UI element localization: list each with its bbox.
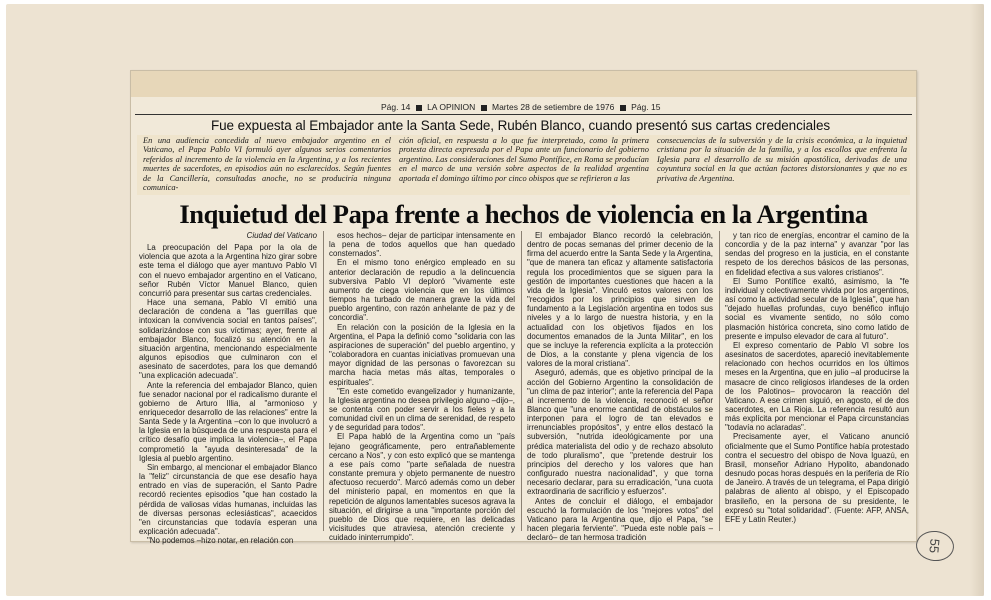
column-divider xyxy=(719,231,720,531)
article-headline: Inquietud del Papa frente a hechos de violencia en la Argentina xyxy=(179,199,868,229)
article-column-1 xyxy=(139,231,317,546)
article-column-3 xyxy=(527,231,713,543)
article-subtitle: Fue expuesta al Embajador ante la Santa Sede, Rubén Blanco, cuando presentó sus cartas credenciales xyxy=(211,118,830,133)
square-bullet-icon xyxy=(620,105,626,111)
paragraph: Ante la referencia del embajador Blanco, quien fue senador nacional por el radicalismo durante el gobierno de Arturo Illia, al "armonioso y enriquecedor desarrollo de las relaciones" entre la Santa Sede y la Argentina –con lo que involucró a la Iglesia en la búsqueda de una respuesta para el crítico desafío que implica la violencia–, el Papa comprometió la "ayuda desinteresada" de la Iglesia al pueblo argentino. xyxy=(139,380,317,463)
article-column-2 xyxy=(329,231,515,543)
sheet-edge-shadow xyxy=(970,4,984,596)
lead-paragraph-3: consecuencias de la subversión y de la crisis económica, a la inquietud cristiana por la situación de la familia, y a los escollos que enfrenta la Iglesia para el desarrollo de su misión apostólica, derivadas de una coyuntura social en la que actúan factores distorsionantes y que no es privativa de Argentina. xyxy=(657,136,907,183)
newspaper-name: LA OPINION xyxy=(427,102,476,112)
newspaper-clipping xyxy=(130,70,917,546)
paragraph: El expreso comentario de Pablo VI sobre los asesinatos de sacerdotes, apareció inevitablemente relacionado con hechos ocurridos en los últimos meses en la Argentina, que en julio –al producirse la masacre de cinco religiosos irlandeses de la orden de los Palotinos– provocaron la reacción del Vaticano. A ese crimen siguió, en agosto, el de dos sacerdotes, en La Rioja. La referencia resultó aun más explícita por mencionar el Papa circunstancias "todavía no aclaradas". xyxy=(725,340,909,433)
paragraph: La preocupación del Papa por la ola de violencia que azota a la Argentina hizo girar sobre este tema el diálogo que ayer mantuvo Pablo VI con el nuevo embajador argentino en el Vaticano, señor Rubén Víctor Manuel Blanco, quien concurrió para presentar sus cartas credenciales. xyxy=(139,243,317,298)
lead-paragraph-1: En una audiencia concedida al nuevo embajador argentino en el Vaticano, el Papa Pablo VI formuló ayer algunos serios comentarios referidos al incremento de la violencia en la Argentina, y a los recientes muertes de sacerdotes, en episodios aún no esclarecidos. Según fuentes de la Cancillería, consultadas anoche, no se produciría ninguna comunica- xyxy=(143,136,391,193)
paragraph: El Papa habló de la Argentina como un "país lejano geográficamente, pero entrañablemente cercano a Nos", y con esto explicó que se mantenga a ese país como "parte señalada de nuestra constante premura y objeto permanente de nuestro afectuoso recuerdo". Marcó además como un deber del ministerio papal, en momentos en que la repetición de algunos lamentables sucesos agrava la situación, el dirigirse a una "importante porción del pueblo de Dios que requiere, en las delicadas vicisitudes que atraviesa, atención creciente y cuidado ininterrumpido". xyxy=(329,432,515,543)
newspaper-page-header xyxy=(381,102,660,112)
paragraph: Precisamente ayer, el Vaticano anunció oficialmente que el Sumo Pontífice había protestado contra el secuestro del obispo de Nova Iguazú, en Brasil, monseñor Adriano Hypolito, abandonado desnudo pocas horas después en la periferia de Río de Janeiro. A través de un telegrama, el Papa dirigió palabras de aliento al obispo, y el Episcopado brasileño, en la persona de su presidente, le expresó su "total solidaridad". (Fuente: AFP, ANSA, EFE y Latin Reuter.) xyxy=(725,432,909,524)
square-bullet-icon xyxy=(481,105,487,111)
paragraph: esos hechos– dejar de participar intensamente en la pena de todos aquellos que han quedado consternados". xyxy=(329,231,515,259)
header-rule xyxy=(135,114,912,115)
clipping-header-strip xyxy=(131,71,916,97)
paragraph: Sin embargo, al mencionar el embajador Blanco la "feliz" circunstancia de que ese desafío haya entrado en vías de superación, el Santo Padre recordó recientes episodios "que han costado la pérdida de valiosas vidas humanas, incluidas las de diversas personas eclesiásticas", acaecidos "en circunstancias que todavía esperan una explicación adecuada". xyxy=(139,462,317,536)
square-bullet-icon xyxy=(416,105,422,111)
issue-date: Martes 28 de setiembre de 1976 xyxy=(492,102,615,112)
paragraph: En el mismo tono enérgico empleado en su anterior declaración de repudio a la delincuencia subversiva Pablo VI deploró "vivamente este aumento de ciega violencia que en los últimos tiempos ha turbado de manera grave la vida del pueblo argentino, con razón anhelante de paz y de concordia". xyxy=(329,258,515,323)
paragraph: "En este cometido evangelizador y humanizante, la Iglesia argentina no desea privilegio alguno –dijo–, se contenta con poder servir a los fieles y a la comunidad civil en un clima de serenidad, de respeto y de seguridad para todos". xyxy=(329,386,515,433)
paragraph: El embajador Blanco recordó la celebración, dentro de pocas semanas del primer decenio de la firma del acuerdo entre la Santa Sede y la Argentina, "que de manera tan eficaz y altamente satisfactoria regula los procedimientos que se siguen para la gestión de importantes cuestiones que hacen a la vida de la Iglesia". Vinculó estos valores con los "recogidos por los principios que sirven de fundamento a la Legislación argentina en todos sus niveles y a lo largo de nuestra historia, y en la actualidad con los objetivos fijados en los documentos emanados de la Junta Militar", en los que se incluye la referencia explícita a la protección de Dios, a la constante y plena vigencia de los valores de la moral cristiana". xyxy=(527,231,713,369)
handwritten-page-number: 55 xyxy=(915,529,955,562)
dateline: Ciudad del Vaticano xyxy=(246,231,317,240)
paragraph: En relación con la posición de la Iglesia en la Argentina, el Papa la definió como "solidaria con las aspiraciones de superación" del pueblo argentino, y "colaboradora en cuantas iniciativas promuevan una mayor dignidad de las personas o favorezcan su marcha hacia metas más altas, temporales o espirituales". xyxy=(329,322,515,387)
paragraph: y tan rico de energías, encontrar el camino de la concordia y de la paz interna" y avanzar "por las sendas del progreso en la justicia, en el constante respeto de los derechos básicos de las personas, en fidelidad efectiva a sus valores cristianos". xyxy=(725,231,909,277)
lead-paragraph-2: ción oficial, en respuesta a lo que fue interpretado, como la primera protesta directa expresada por el Papa ante un funcionario del gobierno argentino. Las consideraciones del Sumo Pontífice, en Roma se producían en el marco de una versión sobre aspectos de la realidad argentina aportada el domingo último por cinco obispos que se refirieron a las xyxy=(399,136,649,183)
column-divider xyxy=(323,231,324,531)
article-column-4 xyxy=(725,231,909,533)
page-left: Pág. 14 xyxy=(381,102,411,112)
page-right: Pág. 15 xyxy=(631,102,661,112)
paragraph: "No podemos –hizo notar, en relación con xyxy=(147,536,294,546)
paragraph: Antes de concluir el diálogo, el embajador escuchó la formulación de los "mejores votos" del Vaticano para la Argentina que, dijo el Papa, "se hacen plegaria ferviente". "Pueda este noble país –declaró– de tan hermosa tradición xyxy=(527,496,713,543)
paragraph: Aseguró, además, que es objetivo principal de la acción del Gobierno Argentino la consolidación de "un clima de paz interior"; ante la referencia del Papa al incremento de la violencia, reconoció el señor Blanco que "una enorme cantidad de obstáculos se interponen para el logro de tan elevados e irrenunciables propósitos", y entre ellos destacó la subversión, "nutrida ideológicamente por una prédica materialista del odio y de rechazo absoluto de todo pluralismo", que "pretende destruir los principios del derecho y los valores que han configurado nuestra nacionalidad", y que torna necesario declarar, para su erradicación, "una cuota extraordinaria de sacrificio y esfuerzos". xyxy=(527,368,713,497)
paragraph: El Sumo Pontífice exaltó, asimismo, la "fe individual y colectivamente vivida por los argentinos, así como la actividad secular de la Iglesia", que han "dejado huellas profundas, cuyo benéfico influjo social es vivamente sentido, no sólo como plasmación histórica concreta, sino como latido de presente e impulso elevador de cara al futuro". xyxy=(725,276,909,341)
paragraph: Hace una semana, Pablo VI emitió una declaración de condena a "las guerrillas que intoxican la convivencia social en tantos países", solidarizándose con sus víctimas; ayer, frente al embajador Blanco, focalizó su atención en la situación argentina, mencionando especialmente algunos episodios que culminaron con el asesinato de sacerdotes, para los que demandó "una explicación adecuada". xyxy=(139,298,317,381)
column-divider xyxy=(521,231,522,531)
